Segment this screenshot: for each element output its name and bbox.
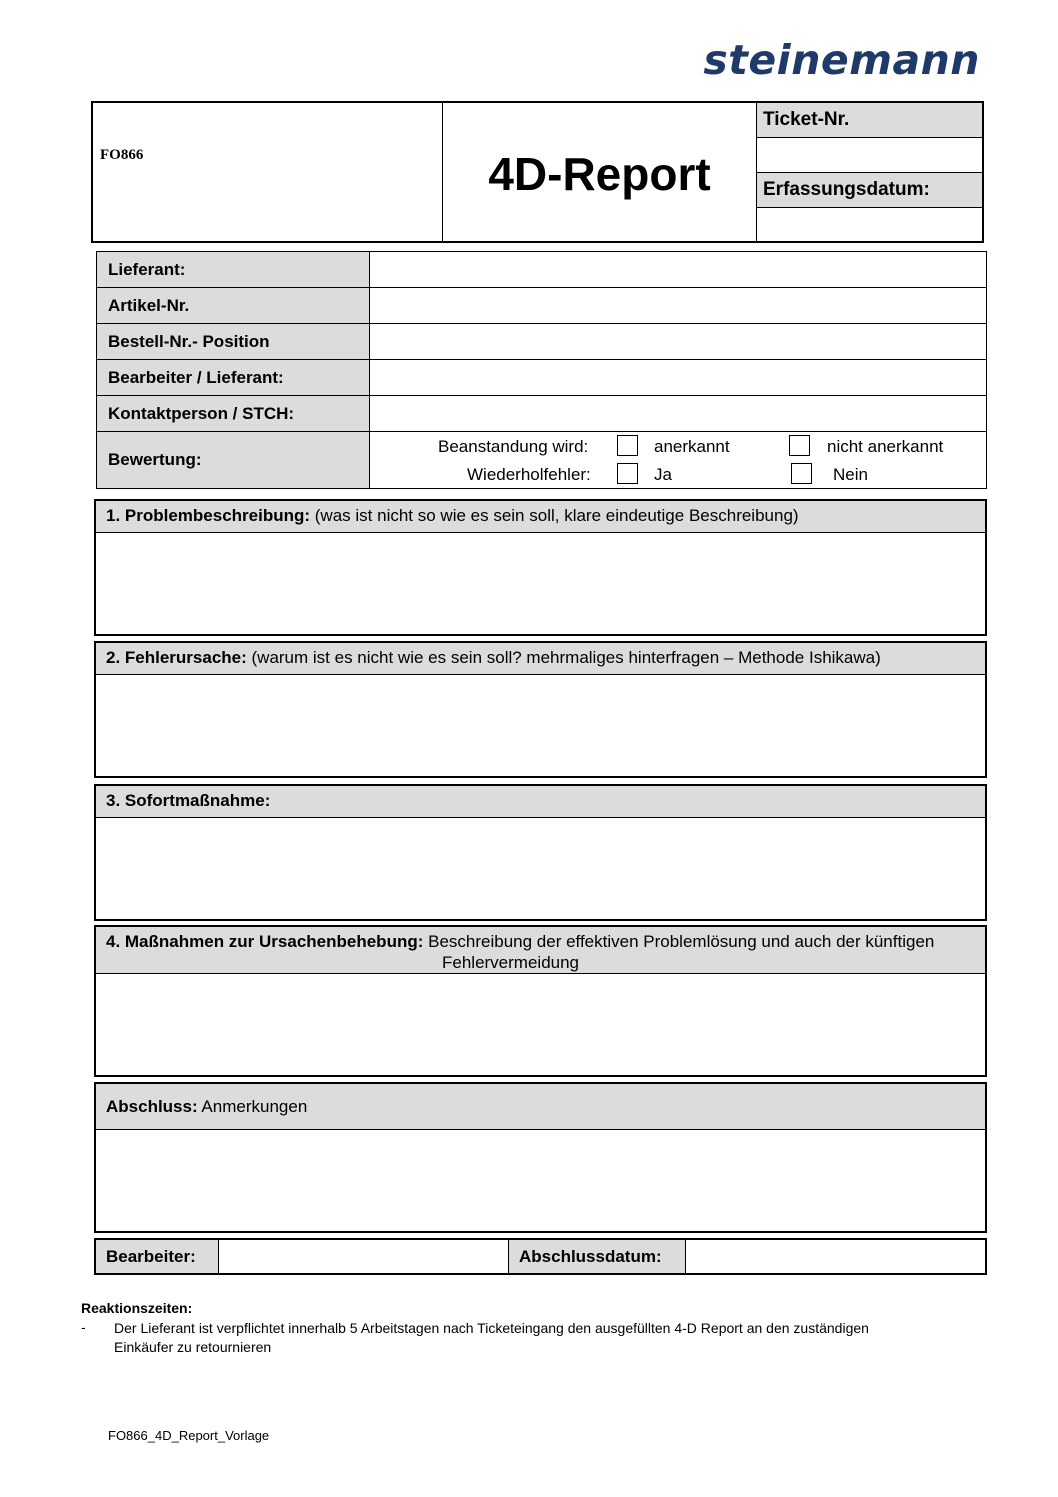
section-header — [96, 1084, 985, 1130]
steinemann-logo: steinemann — [703, 36, 980, 84]
fehlerursache-section — [94, 641, 987, 778]
info-row — [97, 324, 986, 360]
bewertung-label: Bewertung: — [97, 432, 370, 488]
section-description-cont: Fehlervermeidung — [442, 953, 580, 972]
nein-label: Nein — [833, 465, 868, 484]
info-row — [97, 252, 986, 288]
anerkannt-checkbox[interactable] — [617, 435, 638, 456]
nein-checkbox[interactable] — [791, 463, 812, 484]
ja-checkbox[interactable] — [617, 463, 638, 484]
date-label: Erfassungsdatum: — [757, 173, 982, 208]
problembeschreibung-section — [94, 499, 987, 636]
section-description: Beschreibung der effektiven Problemlösung und auch der künftigen — [423, 932, 935, 951]
bearbeiter-lieferant-field[interactable] — [370, 360, 986, 395]
reaktionszeiten-text: Der Lieferant ist verpflichtet innerhalb 5 Arbeitstagen nach Ticketeingang den ausgefüllten 4-D Report an den zuständigen Einkäufer zu retournieren — [114, 1320, 869, 1355]
sofortmassnahme-field[interactable] — [96, 818, 985, 919]
section-description: (warum ist es nicht wie es sein soll? mehrmaliges hinterfragen – Methode Ishikawa) — [246, 648, 881, 667]
document-name: FO866_4D_Report_Vorlage — [108, 1428, 270, 1443]
lieferant-field[interactable] — [370, 252, 986, 287]
section-title: 4. Maßnahmen zur Ursachenbehebung: — [106, 932, 424, 951]
form-code: FO866 — [100, 147, 144, 163]
nicht-anerkannt-checkbox[interactable] — [789, 435, 810, 456]
info-table — [96, 251, 987, 489]
ticket-field[interactable] — [757, 138, 982, 173]
bullet-dash: - — [81, 1319, 86, 1335]
abschlussdatum-field[interactable] — [686, 1240, 985, 1273]
bearbeiter-label: Bearbeiter: — [96, 1240, 219, 1273]
beanstandung-label: Beanstandung wird: — [438, 437, 589, 456]
artikel-field[interactable] — [370, 288, 986, 323]
bewertung-row — [97, 432, 986, 488]
bearbeiter-lieferant-label: Bearbeiter / Lieferant: — [97, 360, 370, 395]
artikel-label: Artikel-Nr. — [97, 288, 370, 323]
report-title: 4D-Report — [488, 148, 711, 200]
bewertung-field — [370, 432, 986, 488]
massnahmen-field[interactable] — [96, 974, 985, 1075]
ja-label: Ja — [654, 465, 672, 484]
section-header-line — [106, 931, 975, 952]
section-description: Anmerkungen — [197, 1096, 308, 1116]
problembeschreibung-field[interactable] — [96, 533, 985, 634]
bestell-field[interactable] — [370, 324, 986, 359]
report-header — [91, 101, 984, 243]
wiederholfehler-label: Wiederholfehler: — [467, 465, 591, 484]
anerkannt-label: anerkannt — [654, 437, 730, 456]
abschlussdatum-label: Abschlussdatum: — [509, 1240, 686, 1273]
info-row — [97, 288, 986, 324]
kontaktperson-label: Kontaktperson / STCH: — [97, 396, 370, 431]
date-field[interactable] — [757, 208, 982, 243]
massnahmen-section — [94, 925, 987, 1077]
section-title: Abschluss: — [106, 1096, 198, 1116]
ticket-label: Ticket-Nr. — [757, 103, 982, 138]
section-header — [96, 643, 985, 675]
info-row — [97, 396, 986, 432]
section-header — [96, 927, 985, 974]
footer-table — [94, 1238, 987, 1275]
sofortmassnahme-section — [94, 784, 987, 921]
lieferant-label: Lieferant: — [97, 252, 370, 287]
section-header — [96, 501, 985, 533]
kontaktperson-field[interactable] — [370, 396, 986, 431]
info-row — [97, 360, 986, 396]
nicht-anerkannt-label: nicht anerkannt — [827, 437, 944, 456]
bestell-label: Bestell-Nr.- Position — [97, 324, 370, 359]
bearbeiter-field[interactable] — [219, 1240, 509, 1273]
section-title: 1. Problembeschreibung: — [106, 506, 311, 525]
section-title: 2. Fehlerursache: — [106, 648, 247, 667]
abschluss-field[interactable] — [96, 1130, 985, 1231]
section-description: (was ist nicht so wie es sein soll, klare eindeutige Beschreibung) — [310, 506, 799, 525]
section-title: 3. Sofortmaßnahme: — [106, 791, 271, 810]
abschluss-section — [94, 1082, 987, 1233]
reaktionszeiten-title: Reaktionszeiten: — [81, 1300, 193, 1316]
section-header — [96, 786, 985, 818]
fehlerursache-field[interactable] — [96, 675, 985, 776]
